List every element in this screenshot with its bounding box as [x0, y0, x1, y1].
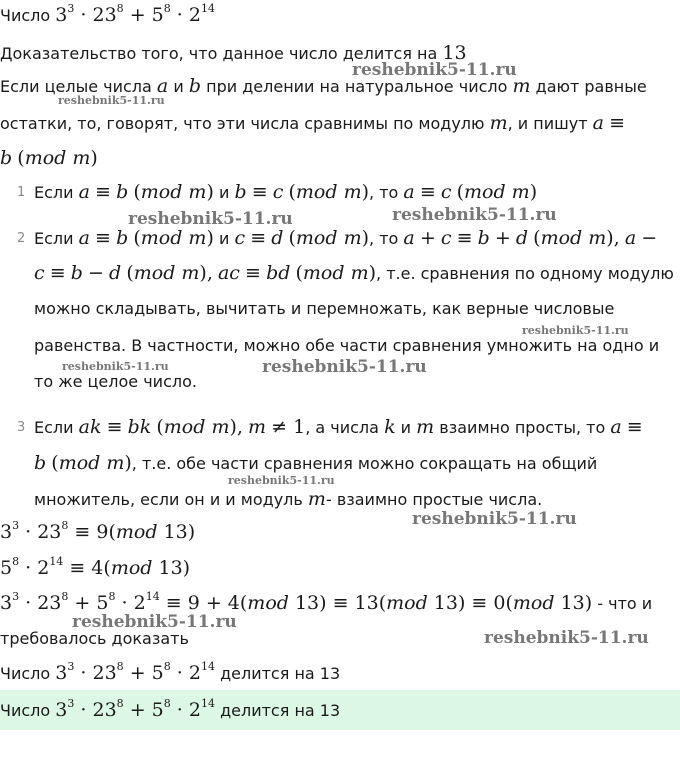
- congruence-2: $5^8 \cdot 2^{14} \equiv 4(mod$ 13): [0, 555, 191, 579]
- watermark: reshebnik5-11.ru: [484, 628, 649, 648]
- watermark: reshebnik5-11.ru: [392, 205, 557, 225]
- intro-line-3: b (mod m): [0, 147, 98, 169]
- watermark: reshebnik5-11.ru: [128, 209, 293, 229]
- list-number: 2: [17, 231, 26, 246]
- expression: $3^3 \cdot 23^8 + 5^8 \cdot 2^{14}$: [55, 2, 215, 26]
- congruence-3: $3^3 \cdot 23^8 + 5^8 \cdot 2^{14} \equiv 9 + 4(mod$ 13) ≡ 13(mod 13) ≡ 0(mod 13) - что и: [0, 590, 653, 614]
- watermark: reshebnik5-11.ru: [228, 474, 335, 487]
- list-item-2-line-5: то же целое число.: [34, 372, 197, 391]
- list-item-2-line-4: равенства. В частности, можно обе части сравнения умножить на одно и: [34, 336, 660, 355]
- watermark: reshebnik5-11.ru: [352, 60, 517, 80]
- congruence-1: $3^3 \cdot 23^8 \equiv 9(mod$ 13): [0, 519, 196, 543]
- watermark: reshebnik5-11.ru: [522, 324, 629, 337]
- list-item-3-line-2: b (mod m), т.е. обе части сравнения можно сокращать на общий: [34, 452, 598, 474]
- watermark: reshebnik5-11.ru: [62, 360, 169, 373]
- problem-title: Число $3^3 \cdot 23^8 + 5^8 \cdot 2^{14}$: [0, 2, 215, 26]
- proof-done: требовалось доказать: [0, 629, 189, 648]
- list-item-2-line-3: можно складывать, вычитать и перемножать, как верные числовые: [34, 299, 615, 318]
- proof-heading: Доказательство того, что данное число делится на 13: [0, 42, 467, 64]
- intro-line-1: Если целые числа a и b при делении на натуральное число m дают равные: [0, 75, 647, 97]
- list-item-3-line-3: множитель, если он и и модуль m- взаимно простые числа.: [34, 488, 543, 510]
- watermark: reshebnik5-11.ru: [72, 612, 237, 632]
- intro-line-2: остатки, то, говорят, что эти числа сравнимы по модулю m, и пишут a ≡: [0, 112, 626, 134]
- list-number: 3: [17, 420, 26, 435]
- result-line: Число $3^3 \cdot 23^8 + 5^8 \cdot 2^{14}$ делится на 13: [0, 660, 341, 684]
- watermark: reshebnik5-11.ru: [262, 357, 427, 377]
- watermark: reshebnik5-11.ru: [412, 509, 577, 529]
- list-item-3-line-1: Если ak ≡ bk (mod m), m ≠ 1, а числа k и m взаимно просты, то a ≡: [34, 416, 643, 438]
- list-item-2-line-2: c ≡ b − d (mod m), ac ≡ bd (mod m), т.е. сравнения по одному модулю: [34, 262, 674, 284]
- watermark: reshebnik5-11.ru: [58, 94, 165, 107]
- answer-text: Число $3^3 \cdot 23^8 + 5^8 \cdot 2^{14}$ делится на 13: [0, 697, 341, 721]
- list-item-2-line-1: Если a ≡ b (mod m) и c ≡ d (mod m), то a + c ≡ b + d (mod m), a −: [34, 227, 658, 249]
- list-item-1: Если a ≡ b (mod m) и b ≡ c (mod m), то a ≡ c (mod m): [34, 181, 538, 203]
- list-number: 1: [17, 185, 26, 200]
